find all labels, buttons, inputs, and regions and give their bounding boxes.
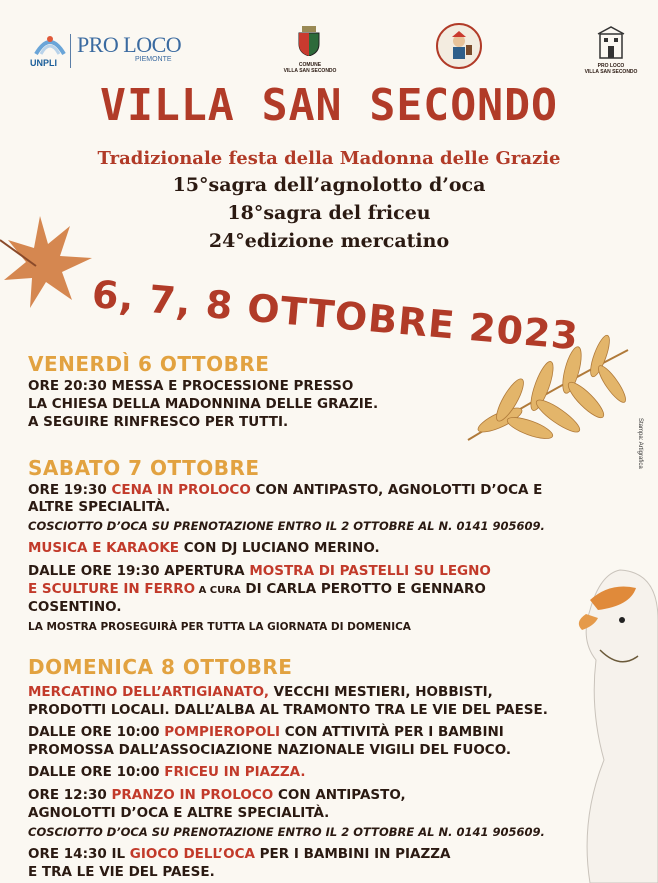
proloco-logo	[70, 34, 197, 68]
sabato-cena-line-2: ALTRE SPECIALITÀ.	[28, 499, 171, 515]
domenica-pranzo-time: ORE 12:30	[28, 787, 112, 803]
sabato-mostra-line-3: COSENTINO.	[28, 599, 122, 615]
sabato-mostra-note: LA MOSTRA PROSEGUIRÀ PER TUTTA LA GIORNATA DI DOMENICA	[28, 621, 411, 633]
domenica-gioco-line	[28, 846, 451, 863]
goose-illustration	[560, 560, 658, 883]
unpli-arch-icon	[30, 30, 70, 58]
sabato-musica-highlight: MUSICA E KARAOKE	[28, 540, 180, 556]
sabato-mostra-line	[28, 563, 491, 580]
sabato-cena-text: CON ANTIPASTO, AGNOLOTTI D’OCA E	[250, 482, 543, 498]
sabato-musica-text: CON DJ LUCIANO MERINO.	[179, 540, 380, 556]
comune-label-line2: VILLA SAN SECONDO	[283, 68, 337, 74]
sabato-mostra-highlight: MOSTRA DI PASTELLI SU LEGNO	[249, 563, 491, 579]
coat-of-arms-icon	[296, 26, 322, 56]
sabato-mostra-highlight-2: E SCULTURE IN FERRO	[28, 581, 196, 597]
tower-icon	[596, 26, 626, 60]
proloco-label: PRO LOCO	[77, 32, 182, 57]
domenica-pranzo-line-2: AGNOLOTTI D’OCA E ALTRE SPECIALITÀ.	[28, 805, 330, 821]
proloco-region: PIEMONTE	[135, 56, 172, 63]
domenica-gioco-highlight: GIOCO DELL’OCA	[129, 846, 255, 862]
domenica-pompieropoli-text: CON ATTIVITÀ PER I BAMBINI	[280, 724, 504, 740]
domenica-cosciotto-note: COSCIOTTO D’OCA SU PRENOTAZIONE ENTRO IL 2 OTTOBRE AL N. 0141 905609.	[28, 825, 545, 839]
domenica-gioco-line-2: E TRA LE VIE DEL PAESE.	[28, 864, 215, 880]
proloco-vss-line1: PRO LOCO	[597, 63, 625, 69]
subtitle-mercatino: 24°edizione mercatino	[208, 230, 450, 252]
sagra-badge-icon	[436, 23, 482, 69]
event-dates: 6, 7, 8 OTTOBRE 2023	[90, 272, 581, 359]
day-heading-venerdi: VENERDÌ 6 OTTOBRE	[28, 352, 270, 376]
sabato-cena-line	[28, 482, 542, 499]
fern-leaf-icon	[460, 330, 640, 480]
sabato-mostra-acura: A CURA	[195, 585, 241, 596]
sabato-mostra-line-2	[28, 581, 486, 599]
sabato-cena-highlight: CENA IN PROLOCO	[111, 482, 251, 498]
domenica-pranzo-highlight: PRANZO IN PROLOCO	[111, 787, 274, 803]
domenica-friceu-time: DALLE ORE 10:00	[28, 764, 165, 780]
domenica-friceu-line	[28, 764, 305, 781]
comune-label	[280, 62, 340, 74]
domenica-mercatino-text: VECCHI MESTIERI, HOBBISTI,	[268, 684, 493, 700]
sabato-mostra-time: DALLE ORE 19:30 APERTURA	[28, 563, 250, 579]
page-title: VILLA SAN SECONDO	[100, 80, 558, 131]
domenica-mercatino-highlight: MERCATINO DELL’ARTIGIANATO,	[28, 684, 269, 700]
domenica-pranzo-text: CON ANTIPASTO,	[273, 787, 406, 803]
proloco-vss-label	[580, 63, 642, 75]
subtitle-festa: Tradizionale festa della Madonna delle Grazie	[97, 148, 561, 169]
comune-label-line1: COMUNE	[298, 62, 322, 68]
domenica-mercatino-line-2: PRODOTTI LOCALI. DALL’ALBA AL TRAMONTO TRA LE VIE DEL PAESE.	[28, 702, 548, 718]
sabato-mostra-artists: DI CARLA PEROTTO E GENNARO	[240, 581, 486, 597]
venerdi-line-2: LA CHIESA DELLA MADONNINA DELLE GRAZIE.	[28, 396, 379, 412]
domenica-pranzo-line	[28, 787, 406, 804]
day-heading-domenica: DOMENICA 8 OTTOBRE	[28, 655, 293, 679]
venerdi-line-1: ORE 20:30 MESSA E PROCESSIONE PRESSO	[28, 378, 354, 394]
day-heading-sabato: SABATO 7 OTTOBRE	[28, 456, 260, 480]
sabato-cosciotto-note: COSCIOTTO D’OCA SU PRENOTAZIONE ENTRO IL 2 OTTOBRE AL N. 0141 905609.	[28, 519, 545, 533]
domenica-pompieropoli-highlight: POMPIEROPOLI	[164, 724, 281, 740]
domenica-pompieropoli-time: DALLE ORE 10:00	[28, 724, 165, 740]
unpli-logo	[30, 30, 70, 68]
proloco-vss-line2: VILLA SAN SECONDO	[584, 69, 638, 75]
maple-leaf-icon	[0, 196, 100, 326]
domenica-pompieropoli-line-2: PROMOSSA DALL’ASSOCIAZIONE NAZIONALE VIGILI DEL FUOCO.	[28, 742, 512, 758]
domenica-friceu-highlight: FRICEU IN PIAZZA.	[164, 764, 306, 780]
sabato-cena-time: ORE 19:30	[28, 482, 112, 498]
domenica-pompieropoli-line	[28, 724, 504, 741]
domenica-mercatino-line	[28, 684, 493, 701]
unpli-label: UNPLI	[30, 58, 57, 68]
venerdi-line-3: A SEGUIRE RINFRESCO PER TUTTI.	[28, 414, 289, 430]
domenica-gioco-text: PER I BAMBINI IN PIAZZA	[254, 846, 451, 862]
print-credit: Stampa: Artigrafica	[637, 418, 643, 469]
domenica-gioco-time: ORE 14:30 IL	[28, 846, 130, 862]
sabato-musica-line	[28, 540, 380, 557]
subtitle-friceu: 18°sagra del friceu	[227, 202, 431, 224]
subtitle-agnolotto: 15°sagra dell’agnolotto d’oca	[172, 174, 486, 196]
